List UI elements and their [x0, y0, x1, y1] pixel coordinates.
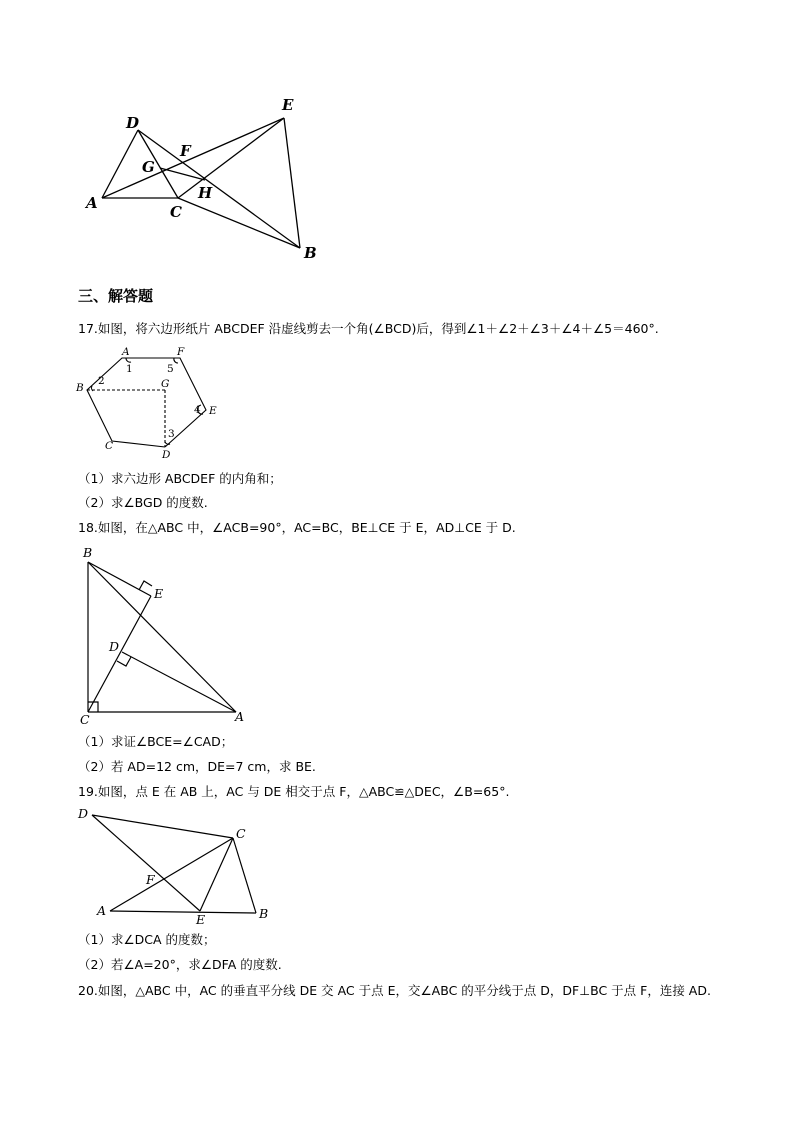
label-F: F [180, 142, 191, 160]
q17-angle-3: 3 [168, 428, 175, 440]
q18-label-D: D [109, 639, 120, 654]
q18-label-E: E [154, 586, 164, 601]
label-A: A [86, 194, 98, 212]
q19-label-B: B [259, 906, 269, 921]
q18-label-C: C [80, 712, 90, 727]
q19-text: 19.如图，点 E 在 AB 上，AC 与 DE 相交于点 F，△ABC≌△DEC，∠B=65°. [78, 784, 510, 799]
q17-label-C: C [105, 440, 114, 452]
q19-sub1: （1）求∠DCA 的度数； [78, 932, 216, 947]
q17-angle-2: 2 [98, 375, 105, 387]
segment-CB [233, 838, 256, 913]
segment-AC [110, 838, 233, 911]
label-B: B [304, 244, 317, 262]
label-G: G [142, 158, 155, 176]
q17-angle-4: 4 [194, 404, 201, 416]
label-C: C [170, 203, 182, 221]
label-D: D [126, 114, 140, 132]
q17-angle-5: 5 [167, 363, 174, 375]
q19-label-C: C [236, 826, 246, 841]
segment-AB [110, 911, 256, 913]
q17-label-F: F [177, 346, 185, 358]
q19-label-A: A [97, 903, 107, 918]
q17-sub1: （1）求六边形 ABCDEF 的内角和； [78, 471, 282, 486]
q17-label-A: A [122, 346, 130, 358]
q19-sub2: （2）若∠A=20°，求∠DFA 的度数. [78, 957, 282, 972]
q17-angle-1: 1 [126, 363, 133, 375]
label-E: E [282, 96, 294, 114]
q17-label-G: G [161, 378, 170, 390]
q17-sub2: （2）求∠BGD 的度数. [78, 495, 208, 510]
q18-sub1: （1）求证∠BCE=∠CAD； [78, 734, 234, 749]
q18-sub2: （2）若 AD=12 cm，DE=7 cm，求 BE. [78, 759, 316, 774]
q19-label-E: E [196, 912, 206, 927]
q17-text: 17.如图，将六边形纸片 ABCDEF 沿虚线剪去一个角(∠BCD)后，得到∠1＋∠2＋∠3＋∠4＋∠5＝460°. [78, 321, 659, 336]
segment-EC [200, 838, 233, 911]
label-H: H [198, 184, 213, 202]
q19-label-D: D [78, 806, 89, 821]
q17-label-B: B [76, 382, 84, 394]
q18-label-B: B [83, 545, 93, 560]
q19-label-F: F [146, 872, 155, 887]
q20-text: 20.如图，△ABC 中，AC 的垂直平分线 DE 交 AC 于点 E，交∠ABC 的平分线于点 D，DF⊥BC 于点 F，连接 AD. [78, 983, 711, 998]
q18-label-A: A [235, 709, 245, 724]
section-heading: 三、解答题 [78, 287, 154, 305]
q18-text: 18.如图，在△ABC 中，∠ACB=90°，AC=BC，BE⊥CE 于 E，AD⊥CE 于 D. [78, 520, 516, 535]
q17-label-D: D [162, 449, 171, 461]
q17-label-E: E [209, 405, 217, 417]
